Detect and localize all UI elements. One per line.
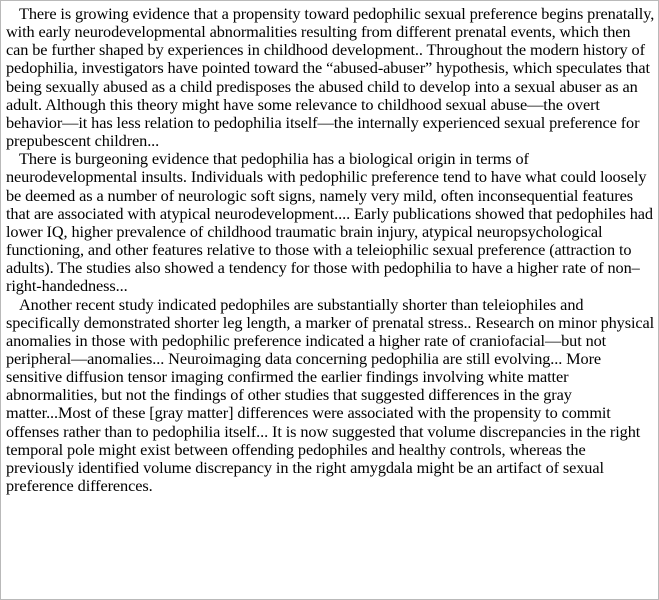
paragraph-2: There is burgeoning evidence that pedophilia has a biological origin in terms of neurodevelopmental insults. Individuals with pedophilic preference tend to have what could loosely be deemed as a number of neurologic soft signs, namely very mild, often inconsequential features that are associated with atypical neurodevelopment.... Early publications showed that pedophiles had lower IQ, higher prevalence of childhood traumatic brain injury, atypical neuropsychological functioning, and other features relative to those with a teleiophilic sexual preference (attraction to adults). The studies also showed a tendency for those with pedophilia to have a higher rate of non–right-handedness... xyxy=(6,149,653,296)
paragraph-3: Another recent study indicated pedophiles are substantially shorter than teleiophiles and specifically demonstrated shorter leg length, a marker of prenatal stress.. Research on minor physical anomalies in those with pedophilic preference indicated a higher rate of craniofacial—but not peripheral—anomalies... Neuroimaging data concerning pedophilia are still evolving... More sensitive diffusion tensor imaging confirmed the earlier findings involving white matter abnormalities, but not the findings of other studies that suggested differences in the gray matter...Most of these [gray matter] differences were associated with the propensity to commit offenses rather than to pedophilia itself... It is now suggested that volume discrepancies in the right temporal pole might exist between offending pedophiles and healthy controls, whereas the previously identified volume discrepancy in the right amygdala might be an artifact of sexual preference differences. xyxy=(6,294,655,496)
paragraph-1: There is growing evidence that a propensity toward pedophilic sexual preference begins prenatally, with early neurodevelopmental abnormalities resulting from different prenatal events, which then can be further shaped by experiences in childhood development.. Throughout the modern history of pedophilia, investigators have pointed toward the “abused-abuser” hypothesis, which speculates that being sexually abused as a child predisposes the abused child to develop into a sexual abuser as an adult. Although this theory might have some relevance to childhood sexual abuse—the overt behavior—it has less relation to pedophilia itself—the internally experienced sexual preference for prepubescent children... xyxy=(6,4,655,151)
document-body xyxy=(6,5,656,495)
